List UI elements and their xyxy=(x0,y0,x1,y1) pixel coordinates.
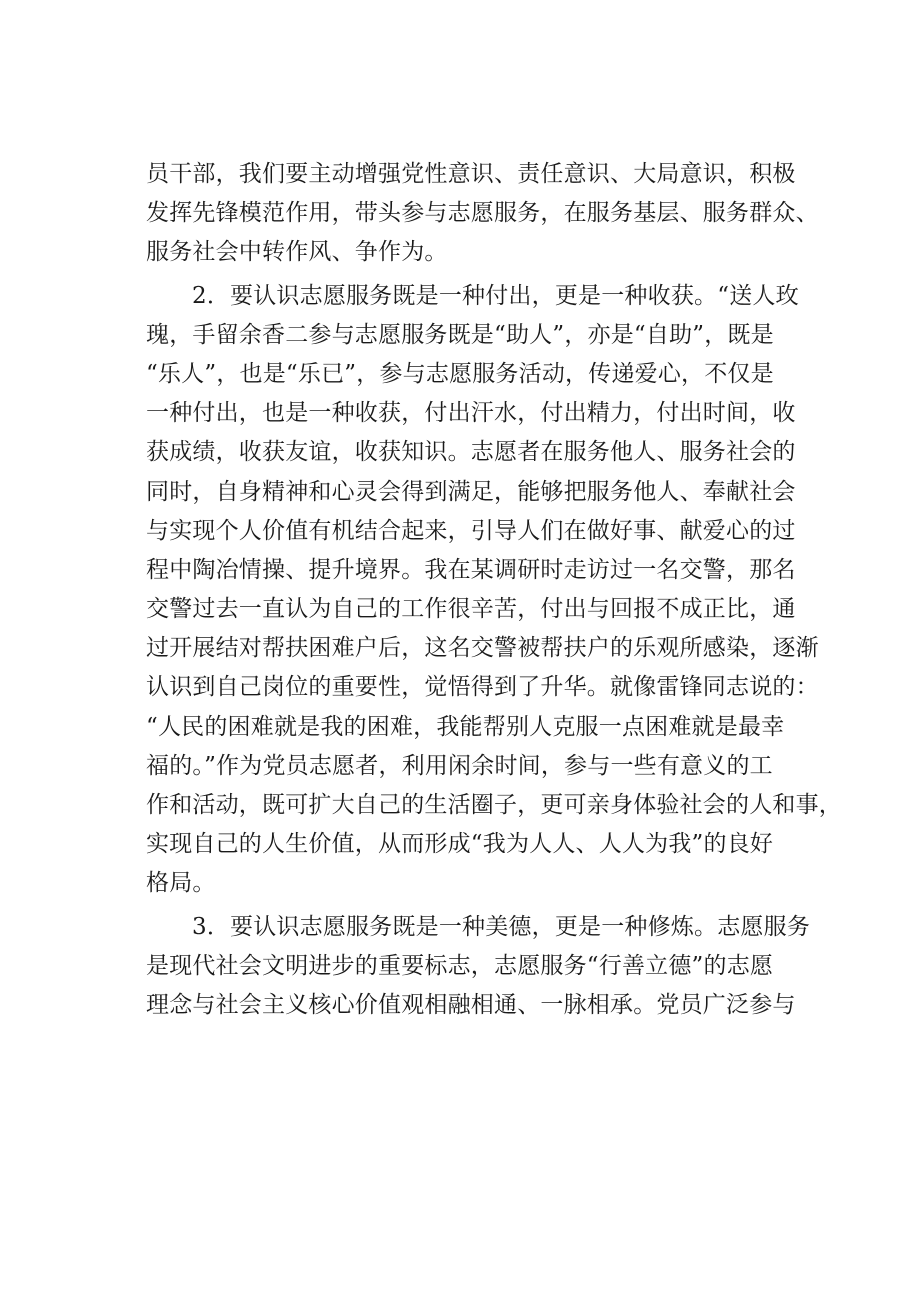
text-line: 认识到自己岗位的重要性，觉悟得到了升华。就像雷锋同志说的： xyxy=(146,674,819,701)
text-line: 福的。”作为党员志愿者，利用闲余时间，参与一些有意义的工 xyxy=(146,752,773,779)
paragraph-1 xyxy=(146,155,826,273)
text-line: “乐人”，也是“乐已”，参与志愿服务活动，传递爱心，不仅是 xyxy=(146,360,774,387)
text-line: 作和活动，既可扩大自己的生活圈子，更可亲身体验社会的人和事， xyxy=(146,792,842,818)
text-line: 是现代社会文明进步的重要标志，志愿服务“行善立德”的志愿 xyxy=(146,952,774,979)
text-line: 3．要认识志愿服务既是一种美德，更是一种修炼。志愿服务 xyxy=(192,913,811,940)
text-line: 员干部，我们要主动增强党性意识、责任意识、大局意识，积极 xyxy=(146,161,796,187)
text-line: “人民的困难就是我的困难，我能帮别人克服一点困难就是最幸 xyxy=(146,713,785,740)
text-line: 实现自己的人生价值，从而形成“我为人人、人人为我”的良好 xyxy=(146,831,774,858)
text-line: 理念与社会主义核心价值观相融相通、一脉相承。党员广泛参与 xyxy=(146,991,796,1018)
text-line: 2．要认识志愿服务既是一种付出，更是一种收获。“送人玫 xyxy=(192,282,799,309)
text-line: 过开展结对帮扶困难户后，这名交警被帮扶户的乐观所感染，逐渐 xyxy=(146,635,819,662)
text-line: 交警过去一直认为自己的工作很辛苦，付出与回报不成正比，通 xyxy=(146,596,796,623)
paragraph-2 xyxy=(146,277,842,904)
text-line: 一种付出，也是一种收获，付出汗水，付出精力，付出时间，收 xyxy=(146,400,796,427)
text-line: 获成绩，收获友谊，收获知识。志愿者在服务他人、服务社会的 xyxy=(146,439,796,466)
paragraph-3 xyxy=(146,908,826,1026)
text-line: 格局。 xyxy=(146,870,216,897)
document-body xyxy=(146,155,842,1025)
text-line: 同时，自身精神和心灵会得到满足，能够把服务他人、奉献社会 xyxy=(146,478,796,505)
text-line: 程中陶冶情操、提升境界。我在某调研时走访过一名交警，那名 xyxy=(146,556,796,583)
text-line: 与实现个人价值有机结合起来，引导人们在做好事、献爱心的过 xyxy=(146,517,796,544)
text-line: 服务社会中转作风、争作为。 xyxy=(146,239,448,266)
text-line: 瑰，手留余香二参与志愿服务既是“助人”，亦是“自助”，既是 xyxy=(146,321,774,348)
text-line: 发挥先锋模范作用，带头参与志愿服务，在服务基层、服务群众、 xyxy=(146,200,819,227)
